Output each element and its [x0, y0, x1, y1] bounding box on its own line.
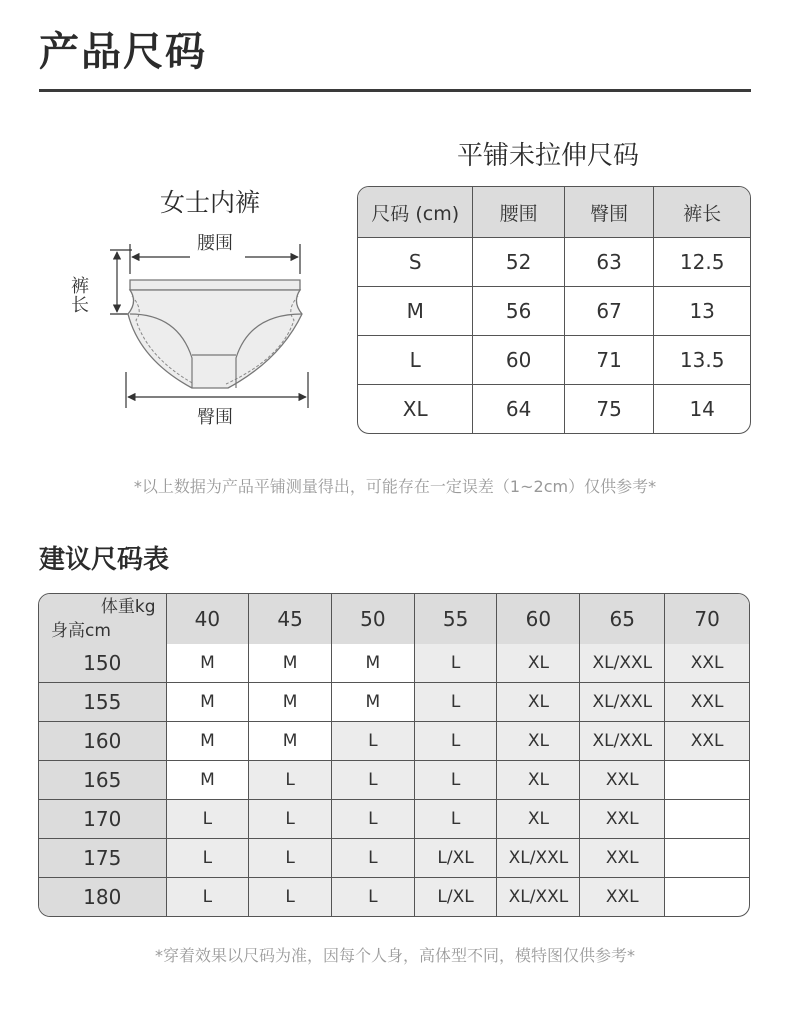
- size-cell: XL: [497, 800, 580, 839]
- size-cell: L: [415, 683, 498, 722]
- waist-cell: 52: [473, 238, 564, 287]
- size-cell: XL/XXL: [497, 878, 580, 916]
- size-cell: L: [167, 839, 250, 878]
- size-cell: L: [249, 800, 332, 839]
- waist-cell: 56: [473, 287, 564, 336]
- waist-label: 腰围: [197, 233, 233, 254]
- hip-cell: 71: [565, 336, 654, 385]
- corner-cell: [39, 594, 167, 644]
- hip-cell: 75: [565, 385, 654, 433]
- size-cell: XL/XXL: [497, 839, 580, 878]
- size-cell: XXL: [665, 683, 749, 722]
- size-cell: XXL: [665, 722, 749, 761]
- height-cell: 175: [39, 839, 167, 878]
- size-table-header: [358, 187, 750, 238]
- size-cell: M: [249, 644, 332, 683]
- size-cell: M: [167, 761, 250, 800]
- table-row: [358, 238, 750, 287]
- title-divider: [39, 89, 751, 92]
- size-cell: XXL: [580, 878, 665, 916]
- size-cell: M: [332, 644, 415, 683]
- height-axis-label: 身高cm: [51, 621, 111, 641]
- hip-cell: 63: [565, 238, 654, 287]
- briefs-diagram: [60, 230, 320, 410]
- table-row: [358, 385, 750, 433]
- table-row: [39, 878, 749, 916]
- size-cell: XXL: [580, 839, 665, 878]
- size-cell: XL: [497, 761, 580, 800]
- size-cell: L/XL: [415, 839, 498, 878]
- size-cell: L: [332, 878, 415, 916]
- size-cell: XL/XXL: [580, 644, 665, 683]
- size-table-note: *以上数据为产品平铺测量得出，可能存在一定误差（1~2cm）仅供参考*: [133, 477, 657, 496]
- table-row: [358, 287, 750, 336]
- recommend-table-note: *穿着效果以尺码为准，因每个人身，高体型不同，模特图仅供参考*: [154, 946, 635, 965]
- weight-header: 55: [415, 594, 498, 644]
- size-cell: [665, 800, 749, 839]
- size-cell: [665, 761, 749, 800]
- size-cell: XL: [497, 683, 580, 722]
- size-cell: M: [332, 683, 415, 722]
- size-cell: XL/XXL: [580, 722, 665, 761]
- length-cell: 13: [654, 287, 750, 336]
- header-hip: 臀围: [565, 187, 654, 238]
- size-cell: XL/XXL: [580, 683, 665, 722]
- weight-header: 65: [580, 594, 665, 644]
- weight-header: 70: [665, 594, 749, 644]
- diagram-title: 女士内裤: [160, 188, 261, 217]
- size-cell: M: [167, 683, 250, 722]
- weight-header: 60: [497, 594, 580, 644]
- size-cell: M: [249, 683, 332, 722]
- table-row: [39, 722, 749, 761]
- weight-header: 45: [249, 594, 332, 644]
- table-row: [358, 336, 750, 385]
- table-row: [39, 683, 749, 722]
- length-label-top: 裤: [71, 276, 89, 297]
- size-cell: L: [249, 761, 332, 800]
- size-cell: M: [167, 722, 250, 761]
- table-row: [39, 839, 749, 878]
- header-waist: 腰围: [473, 187, 564, 238]
- size-cell: L: [249, 878, 332, 916]
- size-cell: L: [415, 800, 498, 839]
- size-cell: XL: [358, 385, 473, 433]
- size-cell: L: [332, 761, 415, 800]
- size-cell: S: [358, 238, 473, 287]
- size-cell: [665, 878, 749, 916]
- size-cell: XXL: [665, 644, 749, 683]
- page-title: 产品尺码: [39, 29, 207, 75]
- size-cell: XL: [497, 644, 580, 683]
- header-size: 尺码 (cm): [358, 187, 473, 238]
- size-cell: L: [415, 722, 498, 761]
- size-cell: XL: [497, 722, 580, 761]
- height-cell: 170: [39, 800, 167, 839]
- length-label-bottom: 长: [71, 295, 89, 316]
- size-cell: L: [332, 800, 415, 839]
- size-cell: M: [358, 287, 473, 336]
- height-cell: 150: [39, 644, 167, 683]
- size-cell: L: [167, 800, 250, 839]
- height-cell: 155: [39, 683, 167, 722]
- height-cell: 160: [39, 722, 167, 761]
- height-cell: 165: [39, 761, 167, 800]
- hip-label: 臀围: [197, 407, 233, 428]
- header-length: 裤长: [654, 187, 750, 238]
- waist-cell: 64: [473, 385, 564, 433]
- size-cell: M: [249, 722, 332, 761]
- size-cell: M: [167, 644, 250, 683]
- size-cell: [665, 839, 749, 878]
- size-cell: L: [415, 644, 498, 683]
- size-cell: XXL: [580, 761, 665, 800]
- table-row: [39, 644, 749, 683]
- recommend-table: [38, 593, 750, 917]
- table-row: [39, 800, 749, 839]
- size-cell: XXL: [580, 800, 665, 839]
- waist-dimension: [130, 244, 300, 274]
- length-dimension: [110, 250, 132, 314]
- size-cell: L: [358, 336, 473, 385]
- length-cell: 12.5: [654, 238, 750, 287]
- briefs-shape: [128, 280, 302, 388]
- size-cell: L: [415, 761, 498, 800]
- length-cell: 13.5: [654, 336, 750, 385]
- size-table-title: 平铺未拉伸尺码: [457, 141, 640, 171]
- weight-header: 50: [332, 594, 415, 644]
- length-cell: 14: [689, 397, 715, 421]
- waist-cell: 60: [473, 336, 564, 385]
- weight-header: 40: [167, 594, 250, 644]
- hip-cell: 67: [565, 287, 654, 336]
- weight-axis-label: 体重kg: [100, 597, 156, 617]
- size-table: [357, 186, 751, 434]
- size-cell: L: [249, 839, 332, 878]
- size-cell: L: [332, 722, 415, 761]
- size-cell: L: [167, 878, 250, 916]
- recommend-table-title: 建议尺码表: [39, 545, 170, 575]
- table-row: [39, 761, 749, 800]
- size-cell: L: [332, 839, 415, 878]
- height-cell: 180: [39, 878, 167, 916]
- size-cell: L/XL: [415, 878, 498, 916]
- recommend-table-header: [39, 594, 749, 644]
